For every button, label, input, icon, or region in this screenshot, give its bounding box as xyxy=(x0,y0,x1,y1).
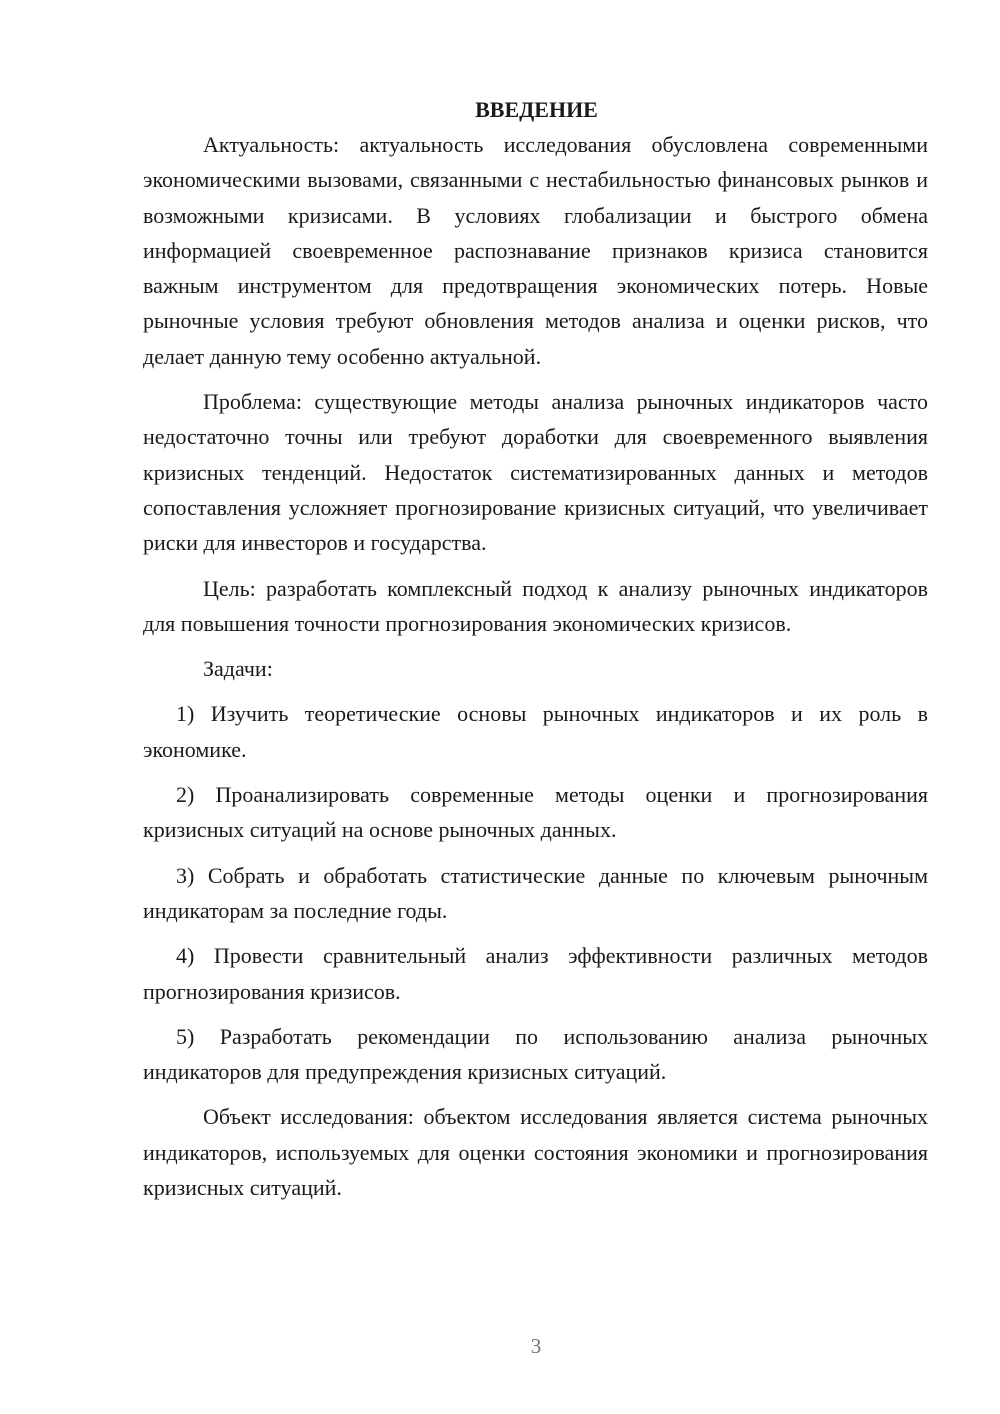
section-heading: ВВЕДЕНИЕ xyxy=(475,97,598,122)
page-number: 3 xyxy=(530,1334,542,1358)
list-item-task-4: 4) Провести сравнительный анализ эффективности различных методов прогнозирования кризисов. xyxy=(143,943,928,1004)
tasks-label: Задачи: xyxy=(203,656,273,682)
list-item-task-1: 1) Изучить теоретические основы рыночных индикаторов и их роль в экономике. xyxy=(143,701,928,762)
paragraph-object: Объект исследования: объектом исследования является система рыночных индикаторов, используемых для оценки состояния экономики и прогнозирования кризисных ситуаций. xyxy=(143,1104,928,1201)
tasks-list xyxy=(143,696,928,1089)
paragraph-goal: Цель: разработать комплексный подход к анализу рыночных индикаторов для повышения точности прогнозирования экономических кризисов. xyxy=(143,575,928,636)
list-item-task-2: 2) Проанализировать современные методы оценки и прогнозирования кризисных ситуаций на основе рыночных данных. xyxy=(143,782,928,843)
paragraph-problem: Проблема: существующие методы анализа рыночных индикаторов часто недостаточно точны или требуют доработки для своевременного выявления кризисных тенденций. Недостаток систематизированных данных и методов сопоставления усложняет прогнозирование кризисных ситуаций, что увеличивает риски для инвесторов и государства. xyxy=(143,389,928,556)
list-item-task-5: 5) Разработать рекомендации по использованию анализа рыночных индикаторов для предупреждения кризисных ситуаций. xyxy=(143,1023,928,1085)
paragraph-relevance: Актуальность: актуальность исследования обусловлена современными экономическими вызовами, связанными с нестабильностью финансовых рынков и возможными кризисами. В условиях глобализации и быстрого обмена информацией своевременное распознавание признаков кризиса становится важным инструментом для предотвращения экономических потерь. Новые рыночные условия требуют обновления методов анализа и оценки рисков, что делает данную тему особенно актуальной. xyxy=(143,132,928,369)
page-body xyxy=(143,92,928,1205)
list-item-task-3: 3) Собрать и обработать статистические данные по ключевым рыночным индикаторам за последние годы. xyxy=(143,862,928,923)
